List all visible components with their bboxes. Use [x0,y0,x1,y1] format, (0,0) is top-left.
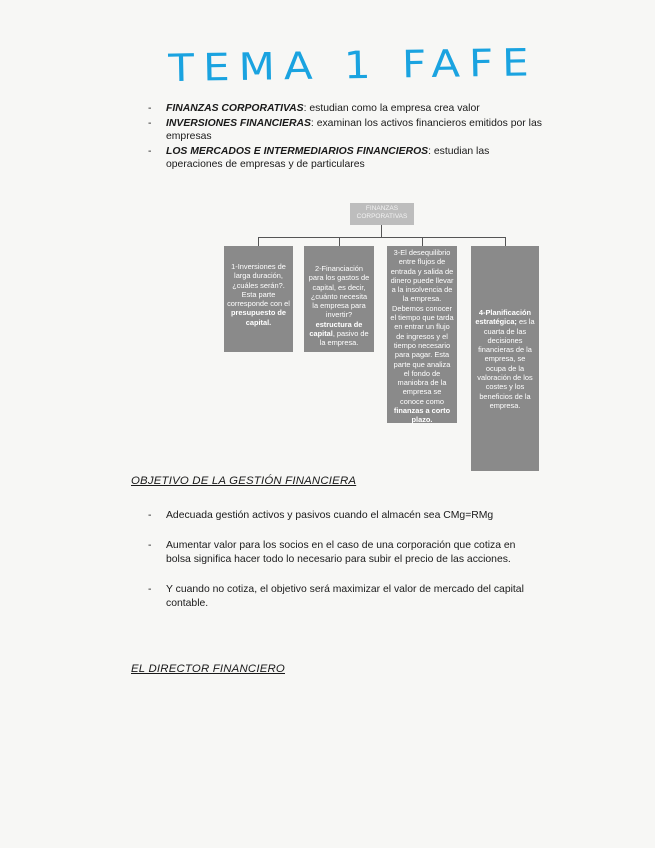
section-heading-objetivo: OBJETIVO DE LA GESTIÓN FINANCIERA [131,475,357,487]
connector-line [339,237,340,246]
box-text: es la cuarta de las decisiones financieras de la empresa, se ocupa de la valoración de los costes y los beneficios de la empresa. [477,317,535,410]
list-item [148,145,548,172]
bullet-dash: - [148,145,152,157]
list-item [148,583,538,611]
box-text: 3-El desequilibrio entre flujos de entrada y salida de dinero puede llevar a la insolvencia de la empresa. Debemos conocer el tiempo que tarda en entrar un flujo de ingresos y el tiempo necesario para pagar. Esta parte que analiza el fondo de maniobra de la empresa se conoce como [390,248,454,406]
org-chart-box-1 [224,246,293,352]
list-item [148,117,548,144]
box-text: 2-Financiación para los gastos de capital, es decir, ¿cuánto necesita la empresa para invertir? [308,264,370,320]
list-item [148,102,548,116]
bullet-dash: - [148,510,152,521]
connector-line [422,237,423,246]
bullet-dash: - [148,103,152,114]
bullet-dash: - [148,540,152,551]
connector-line [258,237,505,238]
bullet-dash: - [148,117,152,129]
box-bold: presupuesto de capital. [230,308,287,327]
connector-line [381,225,382,237]
org-chart-root: FINANZAS CORPORATIVAS [350,203,414,225]
org-chart-box-3 [387,246,457,423]
bullet-text: : estudian las operaciones de empresas y de particulares [166,145,490,170]
org-chart-box-2 [304,246,374,352]
handwritten-title: TEMA 1 FAFE [168,40,539,91]
org-chart-box-4 [471,246,539,471]
connector-line [258,237,259,246]
intro-bullet-list [148,102,548,173]
bullet-term: LOS MERCADOS E INTERMEDIARIOS FINANCIEROS [166,145,429,157]
bullet-term: INVERSIONES FINANCIERAS [166,117,311,129]
box-bold: finanzas a corto plazo. [393,406,451,425]
objetivo-list [148,509,538,627]
bullet-term: FINANZAS CORPORATIVAS [166,103,304,114]
list-item-text: Aumentar valor para los socios en el caso de una corporación que cotiza en bolsa significa hacer todo lo necesario para subir el precio de las acciones. [166,540,516,565]
list-item [148,539,538,567]
list-item-text: Adecuada gestión activos y pasivos cuando el almacén sea CMg=RMg [166,510,494,521]
box-bold: 4-Planificación estratégica; [475,308,532,327]
box-bold: estructura de capital [309,319,363,339]
box-text: 1-Inversiones de larga duración, ¿cuáles serán?. Esta parte corresponde con el [227,262,290,309]
list-item [148,509,538,523]
list-item-text: Y cuando no cotiza, el objetivo será maximizar el valor de mercado del capital contable. [166,584,524,609]
bullet-text: : examinan los activos financieros emitidos por las empresas [166,117,542,142]
section-heading-director: EL DIRECTOR FINANCIERO [131,663,285,675]
bullet-text: : estudian como la empresa crea valor [303,103,480,114]
box-text: , pasivo de la empresa. [319,329,369,348]
connector-line [505,237,506,246]
bullet-dash: - [148,584,152,595]
